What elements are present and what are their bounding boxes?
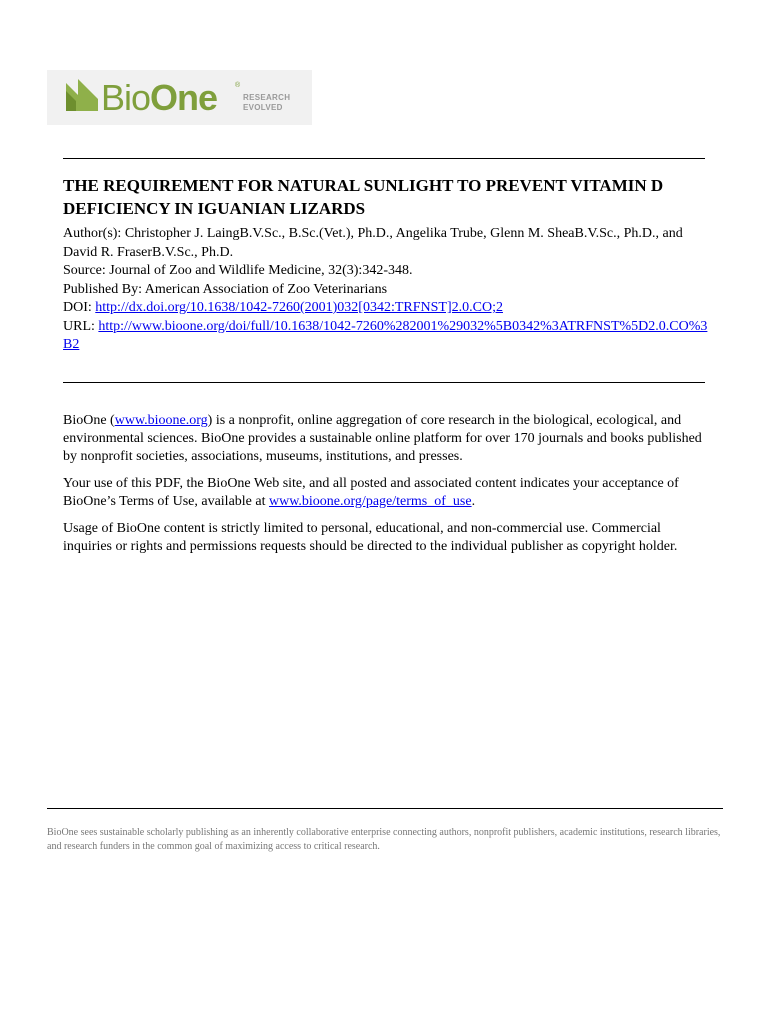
middle-divider	[63, 382, 705, 383]
logo-tagline-line2: EVOLVED	[243, 103, 283, 112]
publisher-line	[63, 281, 713, 300]
about-text-start: BioOne (	[63, 413, 115, 428]
footer-text: BioOne sees sustainable scholarly publishing as an inherently collaborative enterprise connecting authors, nonprofit publishers, academic institutions, research libraries, and research funders in the common goal of maximizing access to critical research.	[47, 827, 721, 852]
bioone-home-link[interactable]: www.bioone.org	[114, 413, 208, 428]
authors-label: Author(s):	[63, 226, 122, 241]
authors-value: Christopher J. LaingB.V.Sc., B.Sc.(Vet.), Ph.D., Angelika Trube, Glenn M. SheaB.V.Sc., Ph.D., and David R. FraserB.V.Sc., Ph.D.	[63, 226, 683, 260]
source-value: Journal of Zoo and Wildlife Medicine, 32(3):342-348.	[109, 263, 413, 278]
terms-paragraph	[63, 475, 713, 511]
publisher-value: American Association of Zoo Veterinarians	[144, 281, 388, 297]
usage-paragraph: Usage of BioOne content is strictly limited to personal, educational, and non-commercial use. Commercial inquiries or rights and permissions requests should be directed to the individual publisher as copyright holder.	[63, 521, 678, 554]
logo-registered-mark: ®	[235, 82, 241, 89]
article-metadata	[63, 225, 713, 355]
doi-line	[63, 299, 713, 318]
logo-wordmark	[101, 76, 217, 120]
terms-text-end: .	[471, 494, 476, 509]
logo-bio-text: Bio	[101, 77, 151, 118]
terms-of-use-link[interactable]: www.bioone.org/page/terms_of_use	[269, 494, 472, 509]
bioone-notice	[63, 412, 713, 565]
about-paragraph	[63, 412, 713, 466]
logo-tagline	[243, 93, 313, 113]
about-text-end: ) is a nonprofit, online aggregation of core research in the biological, ecological, and environmental sciences. BioOne provides a sustainable online platform for over 170 journals and books published by nonprofit societies, associations, museums, institutions, and presses.	[63, 413, 702, 464]
doi-label: DOI:	[63, 300, 92, 315]
url-line	[63, 318, 713, 355]
publisher-label: Published By:	[63, 281, 142, 297]
bioone-leaf-icon	[64, 77, 100, 113]
logo-tagline-line1: RESEARCH	[243, 93, 291, 102]
url-label: URL:	[63, 318, 95, 334]
footer-divider	[47, 808, 723, 809]
article-title: THE REQUIREMENT FOR NATURAL SUNLIGHT TO PREVENT VITAMIN D DEFICIENCY IN IGUANIAN LIZARDS	[63, 176, 664, 218]
authors-line	[63, 225, 713, 262]
logo-one-text: One	[150, 77, 218, 118]
terms-text-start: Your use of this PDF, the BioOne Web site, and all posted and associated content indicates your acceptance of BioOne’s Terms of Use, available at	[63, 476, 679, 509]
source-line	[63, 262, 713, 281]
bioone-logo	[47, 70, 312, 125]
top-divider	[63, 158, 705, 159]
doi-link[interactable]: http://dx.doi.org/10.1638/1042-7260(2001)032[0342:TRFNST]2.0.CO;2	[95, 300, 503, 315]
url-link[interactable]: http://www.bioone.org/doi/full/10.1638/1042-7260%282001%29032%5B0342%3ATRFNST%5D2.0.CO%3B2	[63, 318, 708, 352]
source-label: Source:	[63, 263, 106, 278]
